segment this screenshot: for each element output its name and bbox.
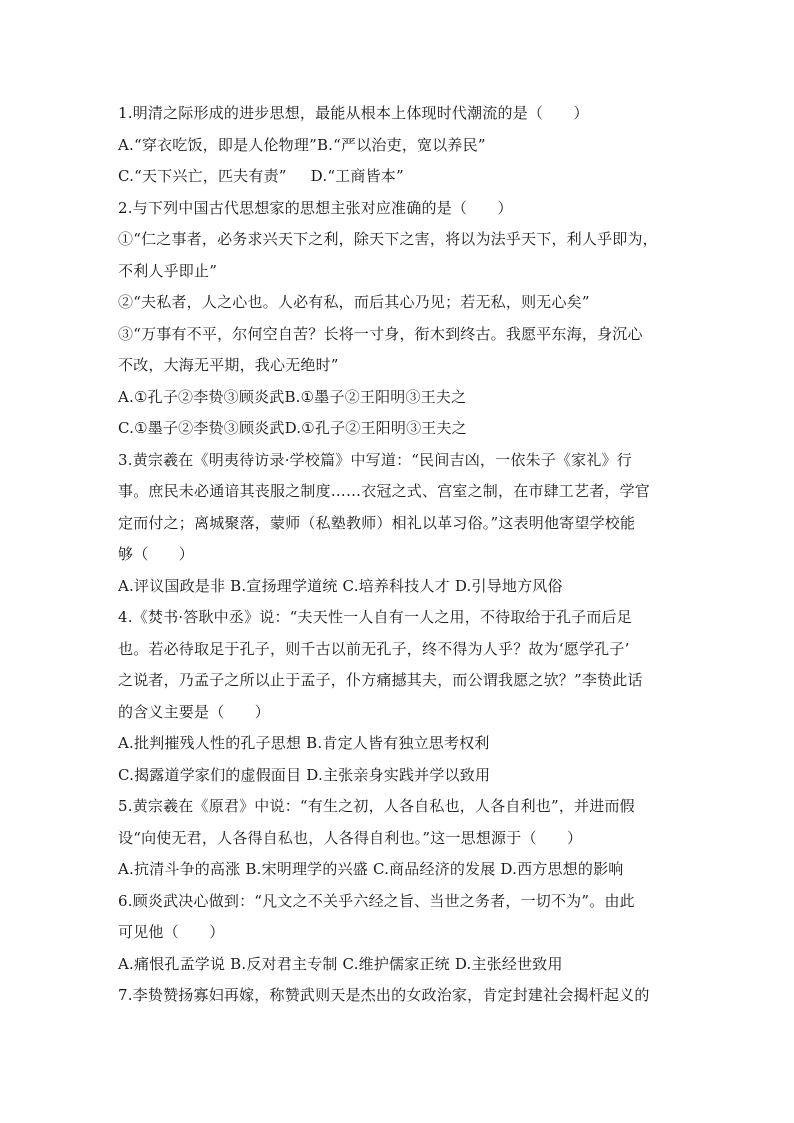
option-c: C.维护儒家正统: [342, 954, 450, 973]
question-3-options-row: [118, 571, 678, 603]
question-1-options-row: [118, 161, 678, 193]
option-d: D.“工商皆本”: [310, 167, 404, 185]
question-4-stem-line: 的含义主要是（ ）: [118, 702, 271, 721]
question-1-stem-line: 1.明清之际形成的进步思想，最能从根本上体现时代潮流的是（ ）: [118, 104, 589, 122]
option-b: B.宋明理学的兴盛: [245, 860, 368, 878]
question-2-stem-line: ②“夫私者，人之心也。人必有私，而后其心乃见；若无私，则无心矣”: [118, 293, 590, 311]
question-2-options-row: [118, 413, 678, 445]
question-5-stem-line: 5.黄宗羲在《原君》中说：“有生之初，人各自私也，人各自利也”，并进而假: [118, 797, 635, 815]
option-c: C.培养科技人才: [342, 576, 450, 595]
option-b: B.①墨子②王阳明③王夫之: [284, 387, 467, 406]
question-2-options-row: [118, 382, 678, 414]
option-a: A.①孔子②李贽③顾炎武: [118, 387, 285, 406]
question-3-stem-line: 够（ ）: [118, 545, 195, 563]
question-5-stem-line: 设“向使无君，人各得自私也，人各得自利也。”这一思想源于（ ）: [118, 828, 583, 847]
question-5-options-row: [118, 854, 678, 886]
option-d: D.引导地方风俗: [454, 576, 563, 595]
option-b: B.反对君主专制: [230, 954, 338, 973]
question-2-stem-line: 2.与下列中国古代思想家的思想主张对应准确的是（ ）: [118, 198, 513, 217]
question-3: [118, 445, 678, 603]
question-4: [118, 602, 678, 791]
option-c: C.①墨子②李贽③顾炎武: [118, 419, 285, 437]
question-2-stem-line: 不利人乎即止”: [118, 261, 218, 280]
option-b: B.宣扬理学道统: [230, 576, 338, 595]
question-3-stem-line: 3.黄宗羲在《明夷待访录·学校篇》中写道：“民间吉凶，一依朱子《家礼》行: [118, 450, 632, 469]
question-4-stem-line: 也。若必待取足于孔子，则千古以前无孔子，终不得为人乎？故为‘愿学孔子’: [118, 639, 630, 658]
question-5: [118, 791, 678, 886]
question-6: [118, 886, 678, 981]
question-2-stem-line: ①“仁之事者，必务求兴天下之利，除天下之害，将以为法乎天下，利人乎即为，: [118, 230, 658, 248]
question-3-stem-line: 事。庶民未必通谙其丧服之制度……衣冠之式、宫室之制，在市肆工艺者，学官: [118, 482, 651, 500]
question-4-options-row: [118, 760, 678, 792]
question-3-stem-line: 定而付之；离城聚落，蒙师（私塾教师）相礼以革习俗。”这表明他寄望学校能: [118, 513, 636, 532]
option-d: D.①孔子②王阳明③王夫之: [284, 419, 467, 437]
question-1: [118, 98, 678, 193]
option-b: B.肯定人皆有独立思考权利: [306, 734, 490, 752]
option-b: B.“严以治吏，宽以养民”: [316, 135, 486, 154]
option-a: A.“穿衣吃饭，即是人伦物理”: [118, 135, 317, 154]
question-6-options-row: [118, 949, 678, 981]
option-a: A.抗清斗争的高涨: [118, 860, 241, 878]
option-a: A.痛恨孔孟学说: [118, 954, 226, 973]
question-4-options-row: [118, 728, 678, 760]
option-a: A.批判摧残人性的孔子思想: [118, 734, 302, 752]
question-2-stem-line: ③“万事有不平，尔何空自苦？长将一寸身，衔木到终古。我愿平东海，身沉心: [118, 324, 643, 343]
question-7: [118, 980, 678, 1012]
option-c: C.商品经济的发展: [372, 860, 496, 878]
option-d: D.西方思想的影响: [500, 860, 624, 878]
question-4-stem-line: 之说者，乃孟子之所以止于孟子，仆方痛撼其夫，而公谓我愿之欤？”李贽此话: [118, 671, 643, 689]
option-d: D.主张经世致用: [454, 954, 563, 973]
option-d: D.主张亲身实践并学以致用: [306, 765, 491, 784]
question-7-stem-line: 7.李贽赞扬寡妇再嫁，称赞武则天是杰出的女政治家，肯定封建社会揭杆起义的: [118, 986, 650, 1004]
question-2-stem-line: 不改，大海无平期，我心无绝时”: [118, 356, 339, 374]
option-c: C.“天下兴亡，匹夫有责”: [118, 167, 287, 185]
option-a: A.评议国政是非: [118, 576, 226, 595]
document-page: [118, 98, 678, 1012]
question-1-options-row: [118, 130, 678, 162]
question-6-stem-line: 6.顾炎武决心做到：“凡文之不关乎六经之旨、当世之务者，一切不为”。由此: [118, 891, 635, 910]
question-4-stem-line: 4.《焚书·答耿中丞》说：“夫天性一人自有一人之用，不待取给于孔子而后足: [118, 608, 632, 626]
question-6-stem-line: 可见他（ ）: [118, 923, 225, 941]
option-c: C.揭露道学家们的虚假面目: [118, 765, 302, 784]
question-2: [118, 193, 678, 445]
